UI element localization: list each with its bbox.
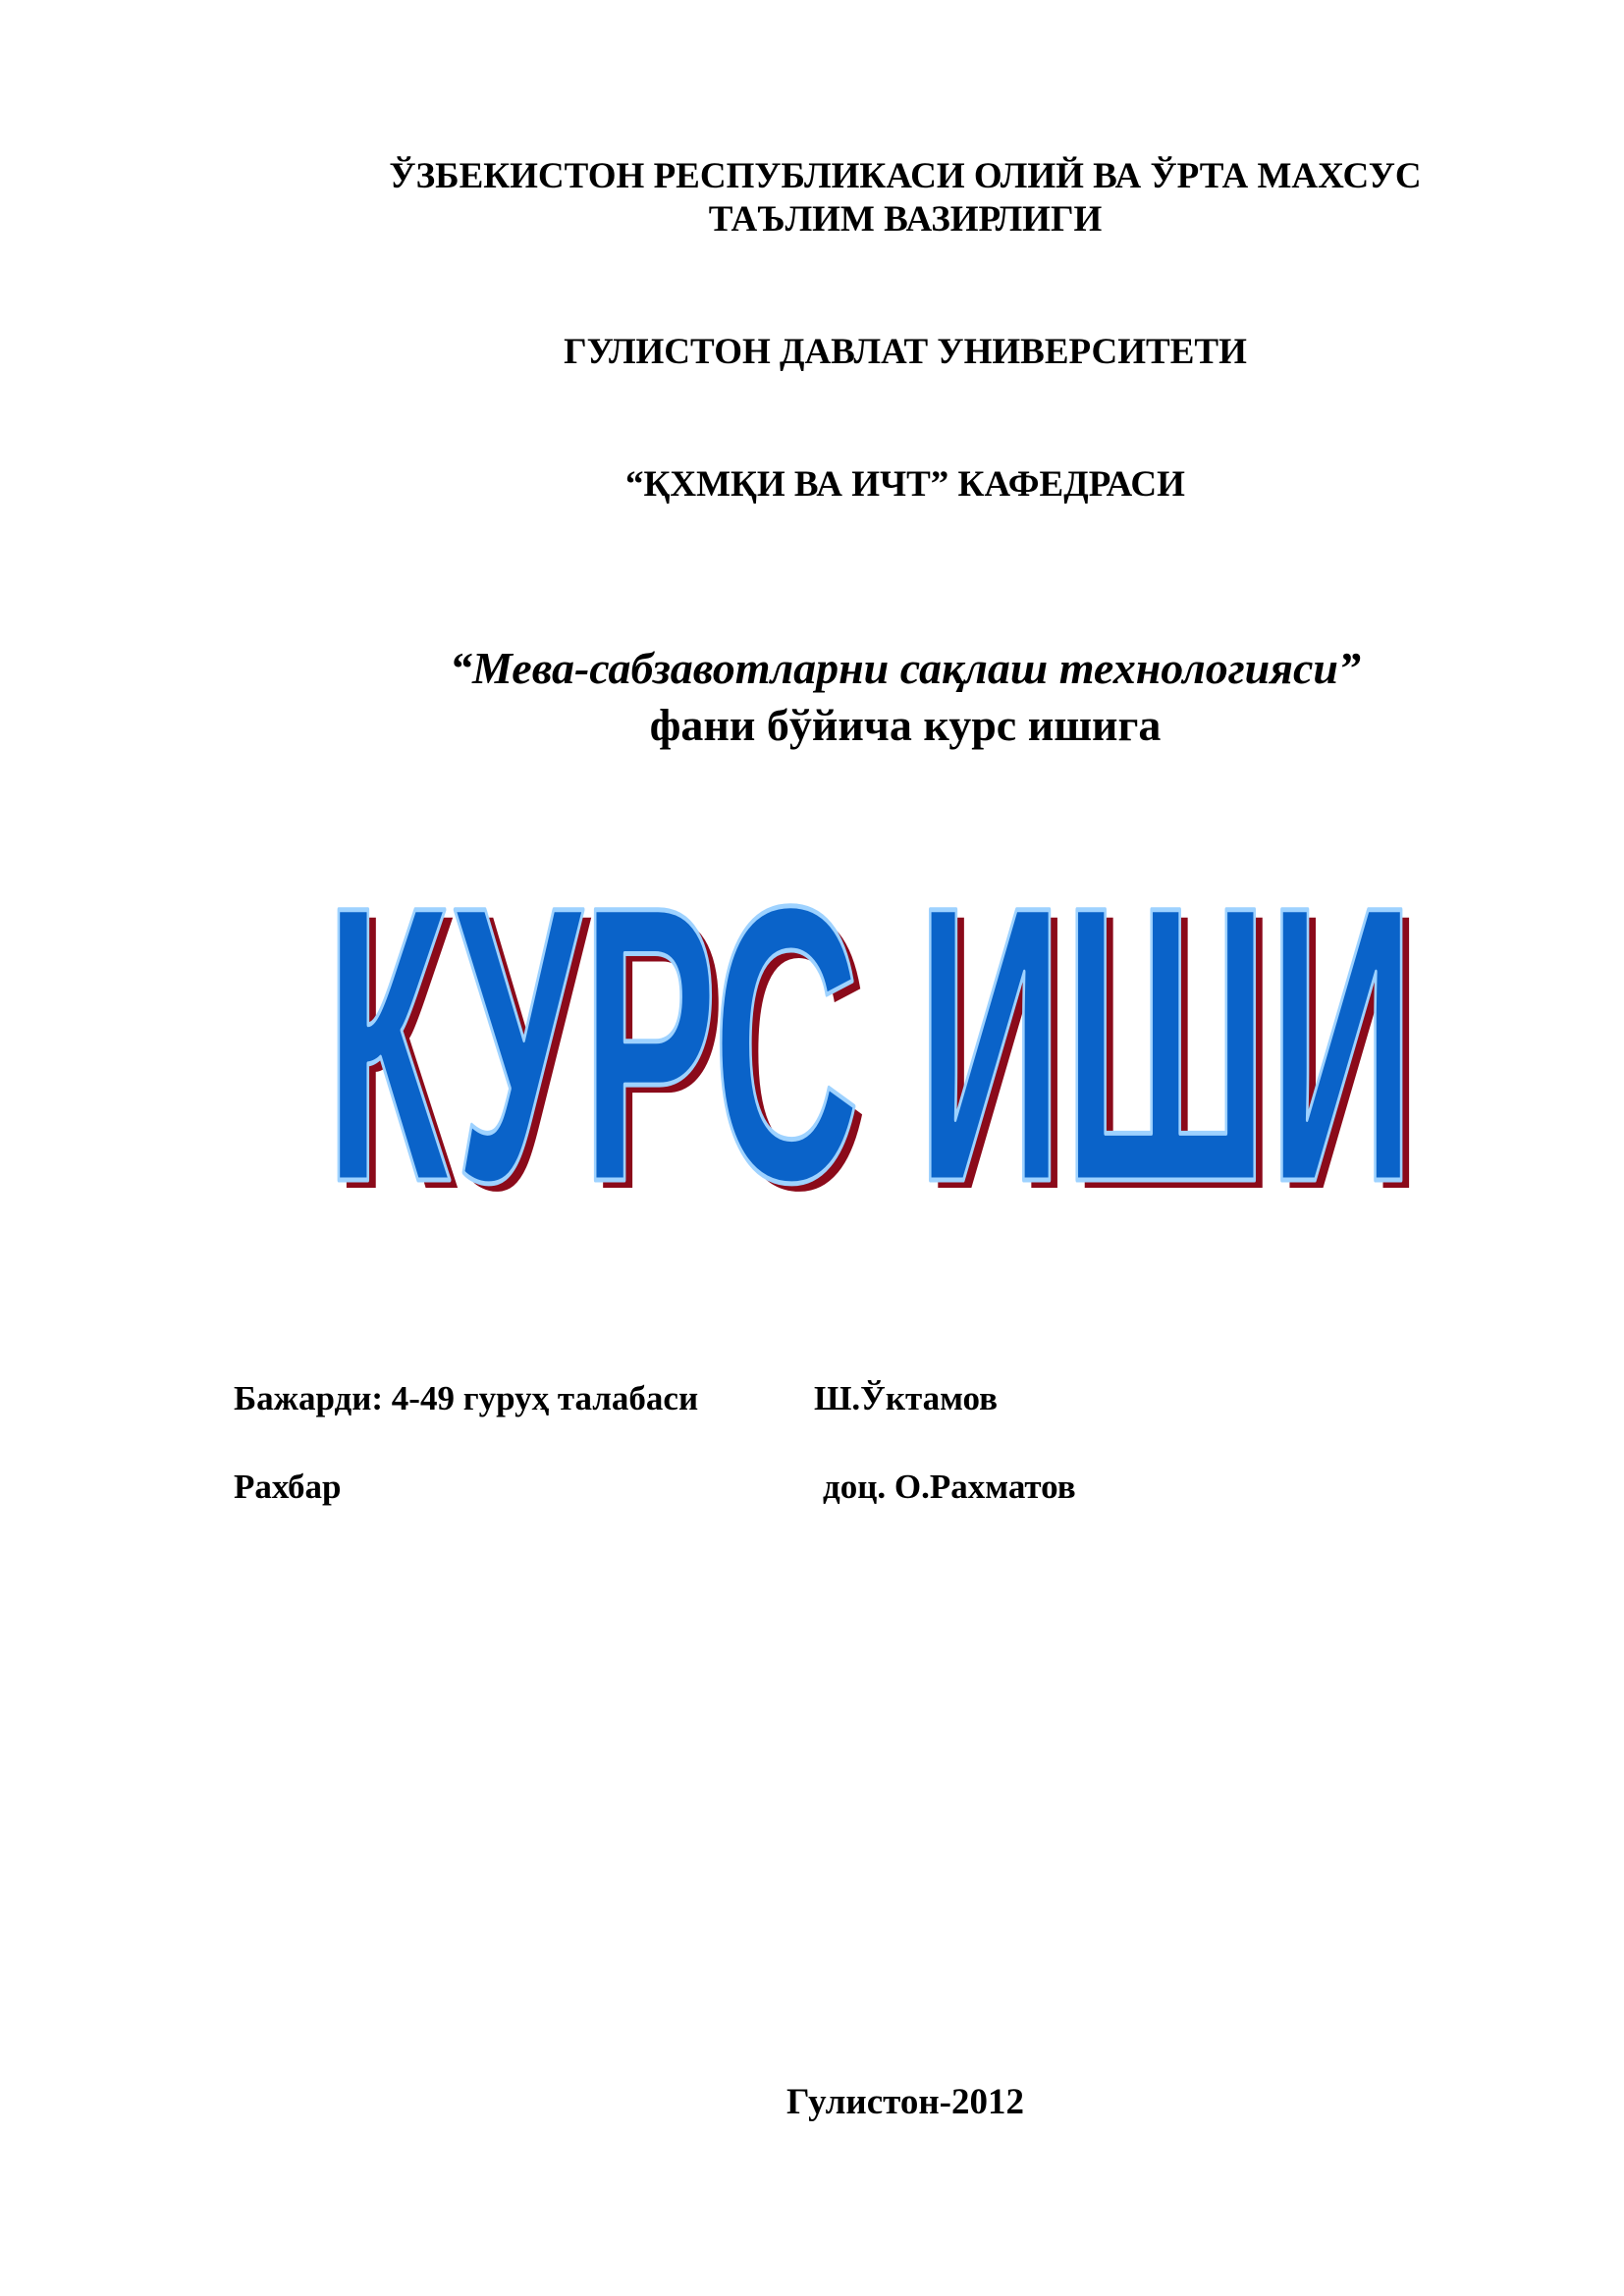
ministry-line-1: ЎЗБЕКИСТОН РЕСПУБЛИКАСИ ОЛИЙ ВА ЎРТА МАХСУС xyxy=(389,156,1422,196)
wordart-shadow: КУРС ИШИ xyxy=(333,852,1423,1205)
supervisor-label: Рахбар xyxy=(234,1468,342,1506)
city-year: Гулистон-2012 xyxy=(785,2082,1025,2122)
supervisor-name: доц. О.Рахматов xyxy=(823,1468,1076,1506)
university-name: ГУЛИСТОН ДАВЛАТ УНИВЕРСИТЕТИ xyxy=(564,332,1247,372)
department-name: “ҚХМҚИ ВА ИЧТ” КАФЕДРАСИ xyxy=(625,464,1185,505)
subject-title: “Мева-сабзавотларни сақлаш технологияси” xyxy=(450,643,1361,693)
subject-subtitle: фани бўйича курс ишига xyxy=(649,700,1162,750)
student-name: Ш.Ўктамов xyxy=(814,1379,999,1417)
course-work-wordart xyxy=(312,852,1432,1205)
ministry-line-2: ТАЪЛИМ ВАЗИРЛИГИ xyxy=(708,199,1103,240)
wordart-main: КУРС ИШИ xyxy=(325,852,1415,1205)
performed-by-label: Бажарди: 4-49 гуруҳ талабаси xyxy=(234,1379,699,1417)
